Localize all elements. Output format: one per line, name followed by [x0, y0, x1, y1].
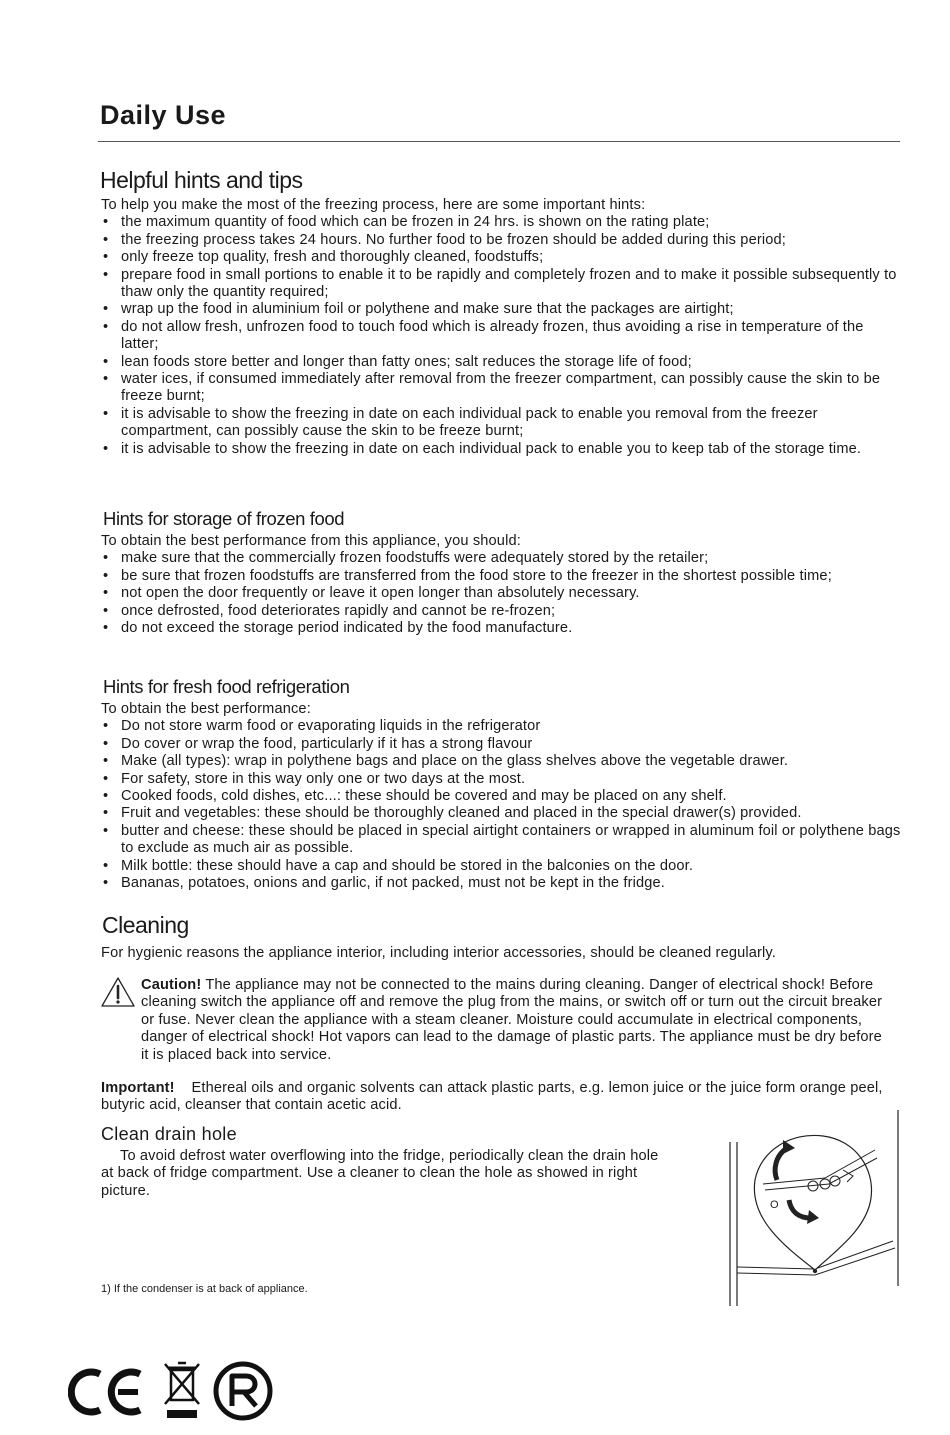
list-item: • make sure that the commercially frozen foodstuffs were adequately stored by the retailer; [101, 550, 901, 567]
frozen-heading: Hints for storage of frozen food [103, 508, 345, 529]
hints-section [101, 197, 901, 458]
page-title: Daily Use [100, 100, 227, 130]
hints-heading: Helpful hints and tips [100, 167, 303, 193]
list-item: • the maximum quantity of food which can be frozen in 24 hrs. is shown on the rating plate; [101, 214, 901, 231]
drain-hole-illustration [725, 1110, 905, 1315]
r-certification-icon [216, 1364, 270, 1418]
list-item: • Milk bottle: these should have a cap and should be stored in the balconies on the door. [101, 858, 901, 875]
list-item: • lean foods store better and longer than fatty ones; salt reduces the storage life of food; [101, 354, 901, 371]
frozen-section [101, 533, 901, 637]
footnote: 1) If the condenser is at back of appliance. [101, 1283, 308, 1295]
important-label: Important! [101, 1080, 175, 1096]
list-item: • Do not store warm food or evaporating liquids in the refrigerator [101, 718, 901, 735]
cleaning-heading: Cleaning [102, 912, 189, 938]
list-item: • do not allow fresh, unfrozen food to touch food which is already frozen, thus avoiding a rise in temperature of the latter; [101, 319, 901, 354]
list-item: • wrap up the food in aluminium foil or polythene and make sure that the packages are airtight; [101, 301, 901, 318]
ce-mark-icon [71, 1372, 140, 1412]
hints-intro: To help you make the most of the freezing process, here are some important hints: [101, 197, 646, 213]
hints-list [101, 214, 901, 458]
list-item: • For safety, store in this way only one or two days at the most. [101, 771, 901, 788]
drain-heading: Clean drain hole [101, 1124, 237, 1144]
list-item: • Fruit and vegetables: these should be thoroughly cleaned and placed in the special drawer(s) provided. [101, 805, 901, 822]
list-item: • butter and cheese: these should be placed in special airtight containers or wrapped in aluminum foil or polythene bags to exclude as much air as possible. [101, 823, 901, 858]
caution-block [141, 977, 893, 1064]
list-item: • it is advisable to show the freezing in date on each individual pack to enable you to keep tab of the storage time. [101, 441, 901, 458]
drain-figure-label: O [770, 1199, 779, 1211]
caution-label: Caution! [141, 977, 202, 993]
title-divider [98, 141, 900, 142]
fresh-heading: Hints for fresh food refrigeration [103, 676, 350, 697]
list-item: • water ices, if consumed immediately after removal from the freezer compartment, can possibly cause the skin to be freeze burnt; [101, 371, 901, 406]
crossed-bin-icon [165, 1363, 199, 1418]
list-item: • prepare food in small portions to enable it to be rapidly and completely frozen and to make it possible subsequently to thaw only the quantity required; [101, 267, 901, 302]
frozen-list [101, 550, 901, 637]
frozen-intro: To obtain the best performance from this appliance, you should: [101, 533, 521, 549]
fresh-intro: To obtain the best performance: [101, 701, 311, 717]
list-item: • it is advisable to show the freezing in date on each individual pack to enable you removal from the freezer compartment, can possibly cause the skin to be freeze burnt; [101, 406, 901, 441]
list-item: • be sure that frozen foodstuffs are transferred from the food store to the freezer in the shortest possible time; [101, 568, 901, 585]
list-item: • Cooked foods, cold dishes, etc...: these should be covered and may be placed on any shelf. [101, 788, 901, 805]
warning-triangle-icon [100, 976, 136, 1013]
list-item: • do not exceed the storage period indicated by the food manufacture. [101, 620, 901, 637]
certification-logos [68, 1360, 283, 1427]
list-item: • only freeze top quality, fresh and thoroughly cleaned, foodstuffs; [101, 249, 901, 266]
list-item: • Bananas, potatoes, onions and garlic, if not packed, must not be kept in the fridge. [101, 875, 901, 892]
important-text: Ethereal oils and organic solvents can attack plastic parts, e.g. lemon juice or the juice form orange peel, butyric acid, cleanser that contain acetic acid. [101, 1080, 883, 1114]
fresh-section [101, 701, 901, 892]
list-item: • Make (all types): wrap in polythene bags and place on the glass shelves above the vegetable drawer. [101, 753, 901, 770]
drain-text: To avoid defrost water overflowing into the fridge, periodically clean the drain hole at back of fridge compartment. Use a cleaner to clean the hole as showed in right picture. [101, 1148, 659, 1199]
list-item: • Do cover or wrap the food, particularly if it has a strong flavour [101, 736, 901, 753]
fresh-list [101, 718, 901, 892]
list-item: • not open the door frequently or leave it open longer than absolutely necessary. [101, 585, 901, 602]
list-item: • the freezing process takes 24 hours. No further food to be frozen should be added during this period; [101, 232, 901, 249]
caution-text: The appliance may not be connected to the mains during cleaning. Danger of electrical shock! Before cleaning switch the appliance off and remove the plug from the mains, or switch off or turn out the circuit breaker or fuse. Never clean the appliance with a steam cleaner. Moisture could accumulate in electrical components, danger of electrical shock! Hot vapors can lead to the damage of plastic parts. The appliance must be dry before it is placed back into service. [141, 977, 883, 1063]
list-item: • once defrosted, food deteriorates rapidly and cannot be re-frozen; [101, 603, 901, 620]
cleaning-intro: For hygienic reasons the appliance interior, including interior accessories, should be cleaned regularly. [101, 945, 776, 961]
